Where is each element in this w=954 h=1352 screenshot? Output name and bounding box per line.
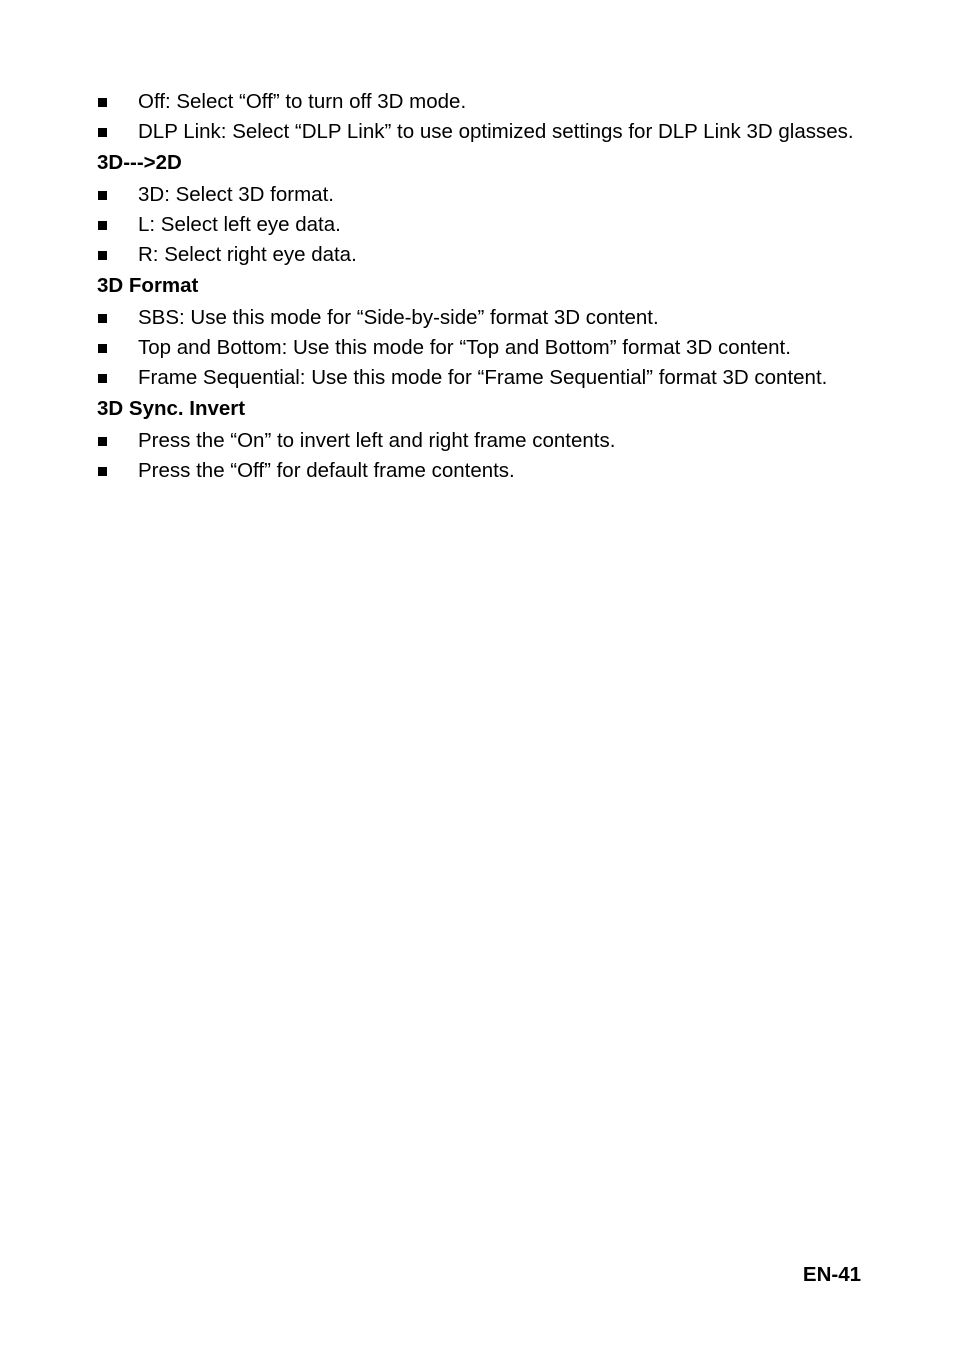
- list-item-text: DLP Link: Select “DLP Link” to use optimized settings for DLP Link 3D glasses.: [138, 120, 854, 143]
- list-item-text: Top and Bottom: Use this mode for “Top and Bottom” format 3D content.: [138, 336, 791, 359]
- square-bullet-icon: [98, 98, 107, 107]
- list-item-text: Press the “On” to invert left and right frame contents.: [138, 429, 616, 452]
- square-bullet-icon: [98, 437, 107, 446]
- list-item: [97, 427, 877, 454]
- list-item: [97, 334, 877, 361]
- square-bullet-icon: [98, 344, 107, 353]
- 3d-sync-invert-list: [97, 427, 877, 484]
- list-item-text: L: Select left eye data.: [138, 213, 341, 236]
- list-item-text: Press the “Off” for default frame contents.: [138, 459, 515, 482]
- square-bullet-icon: [98, 221, 107, 230]
- list-item-text: 3D: Select 3D format.: [138, 183, 334, 206]
- list-item: [97, 88, 877, 115]
- section-heading-3d-sync-invert: 3D Sync. Invert: [97, 397, 246, 420]
- list-item: [97, 118, 877, 145]
- 3d-2d-list: [97, 181, 877, 268]
- section-heading-3d-format: 3D Format: [97, 274, 199, 297]
- list-item: [97, 211, 877, 238]
- section-heading-3d-2d: 3D--->2D: [97, 151, 182, 174]
- list-item: [97, 364, 877, 391]
- square-bullet-icon: [98, 251, 107, 260]
- page-number: EN-41: [802, 1263, 861, 1286]
- list-item: [97, 241, 877, 268]
- square-bullet-icon: [98, 374, 107, 383]
- list-item: [97, 457, 877, 484]
- square-bullet-icon: [98, 128, 107, 137]
- list-item-text: Off: Select “Off” to turn off 3D mode.: [138, 90, 467, 113]
- list-item: [97, 181, 877, 208]
- page-content: [97, 88, 877, 487]
- square-bullet-icon: [98, 467, 107, 476]
- square-bullet-icon: [98, 314, 107, 323]
- intro-list: [97, 88, 877, 145]
- list-item-text: R: Select right eye data.: [138, 243, 357, 266]
- list-item-text: SBS: Use this mode for “Side-by-side” format 3D content.: [138, 306, 659, 329]
- 3d-format-list: [97, 304, 877, 391]
- list-item-text: Frame Sequential: Use this mode for “Frame Sequential” format 3D content.: [138, 366, 828, 389]
- list-item: [97, 304, 877, 331]
- square-bullet-icon: [98, 191, 107, 200]
